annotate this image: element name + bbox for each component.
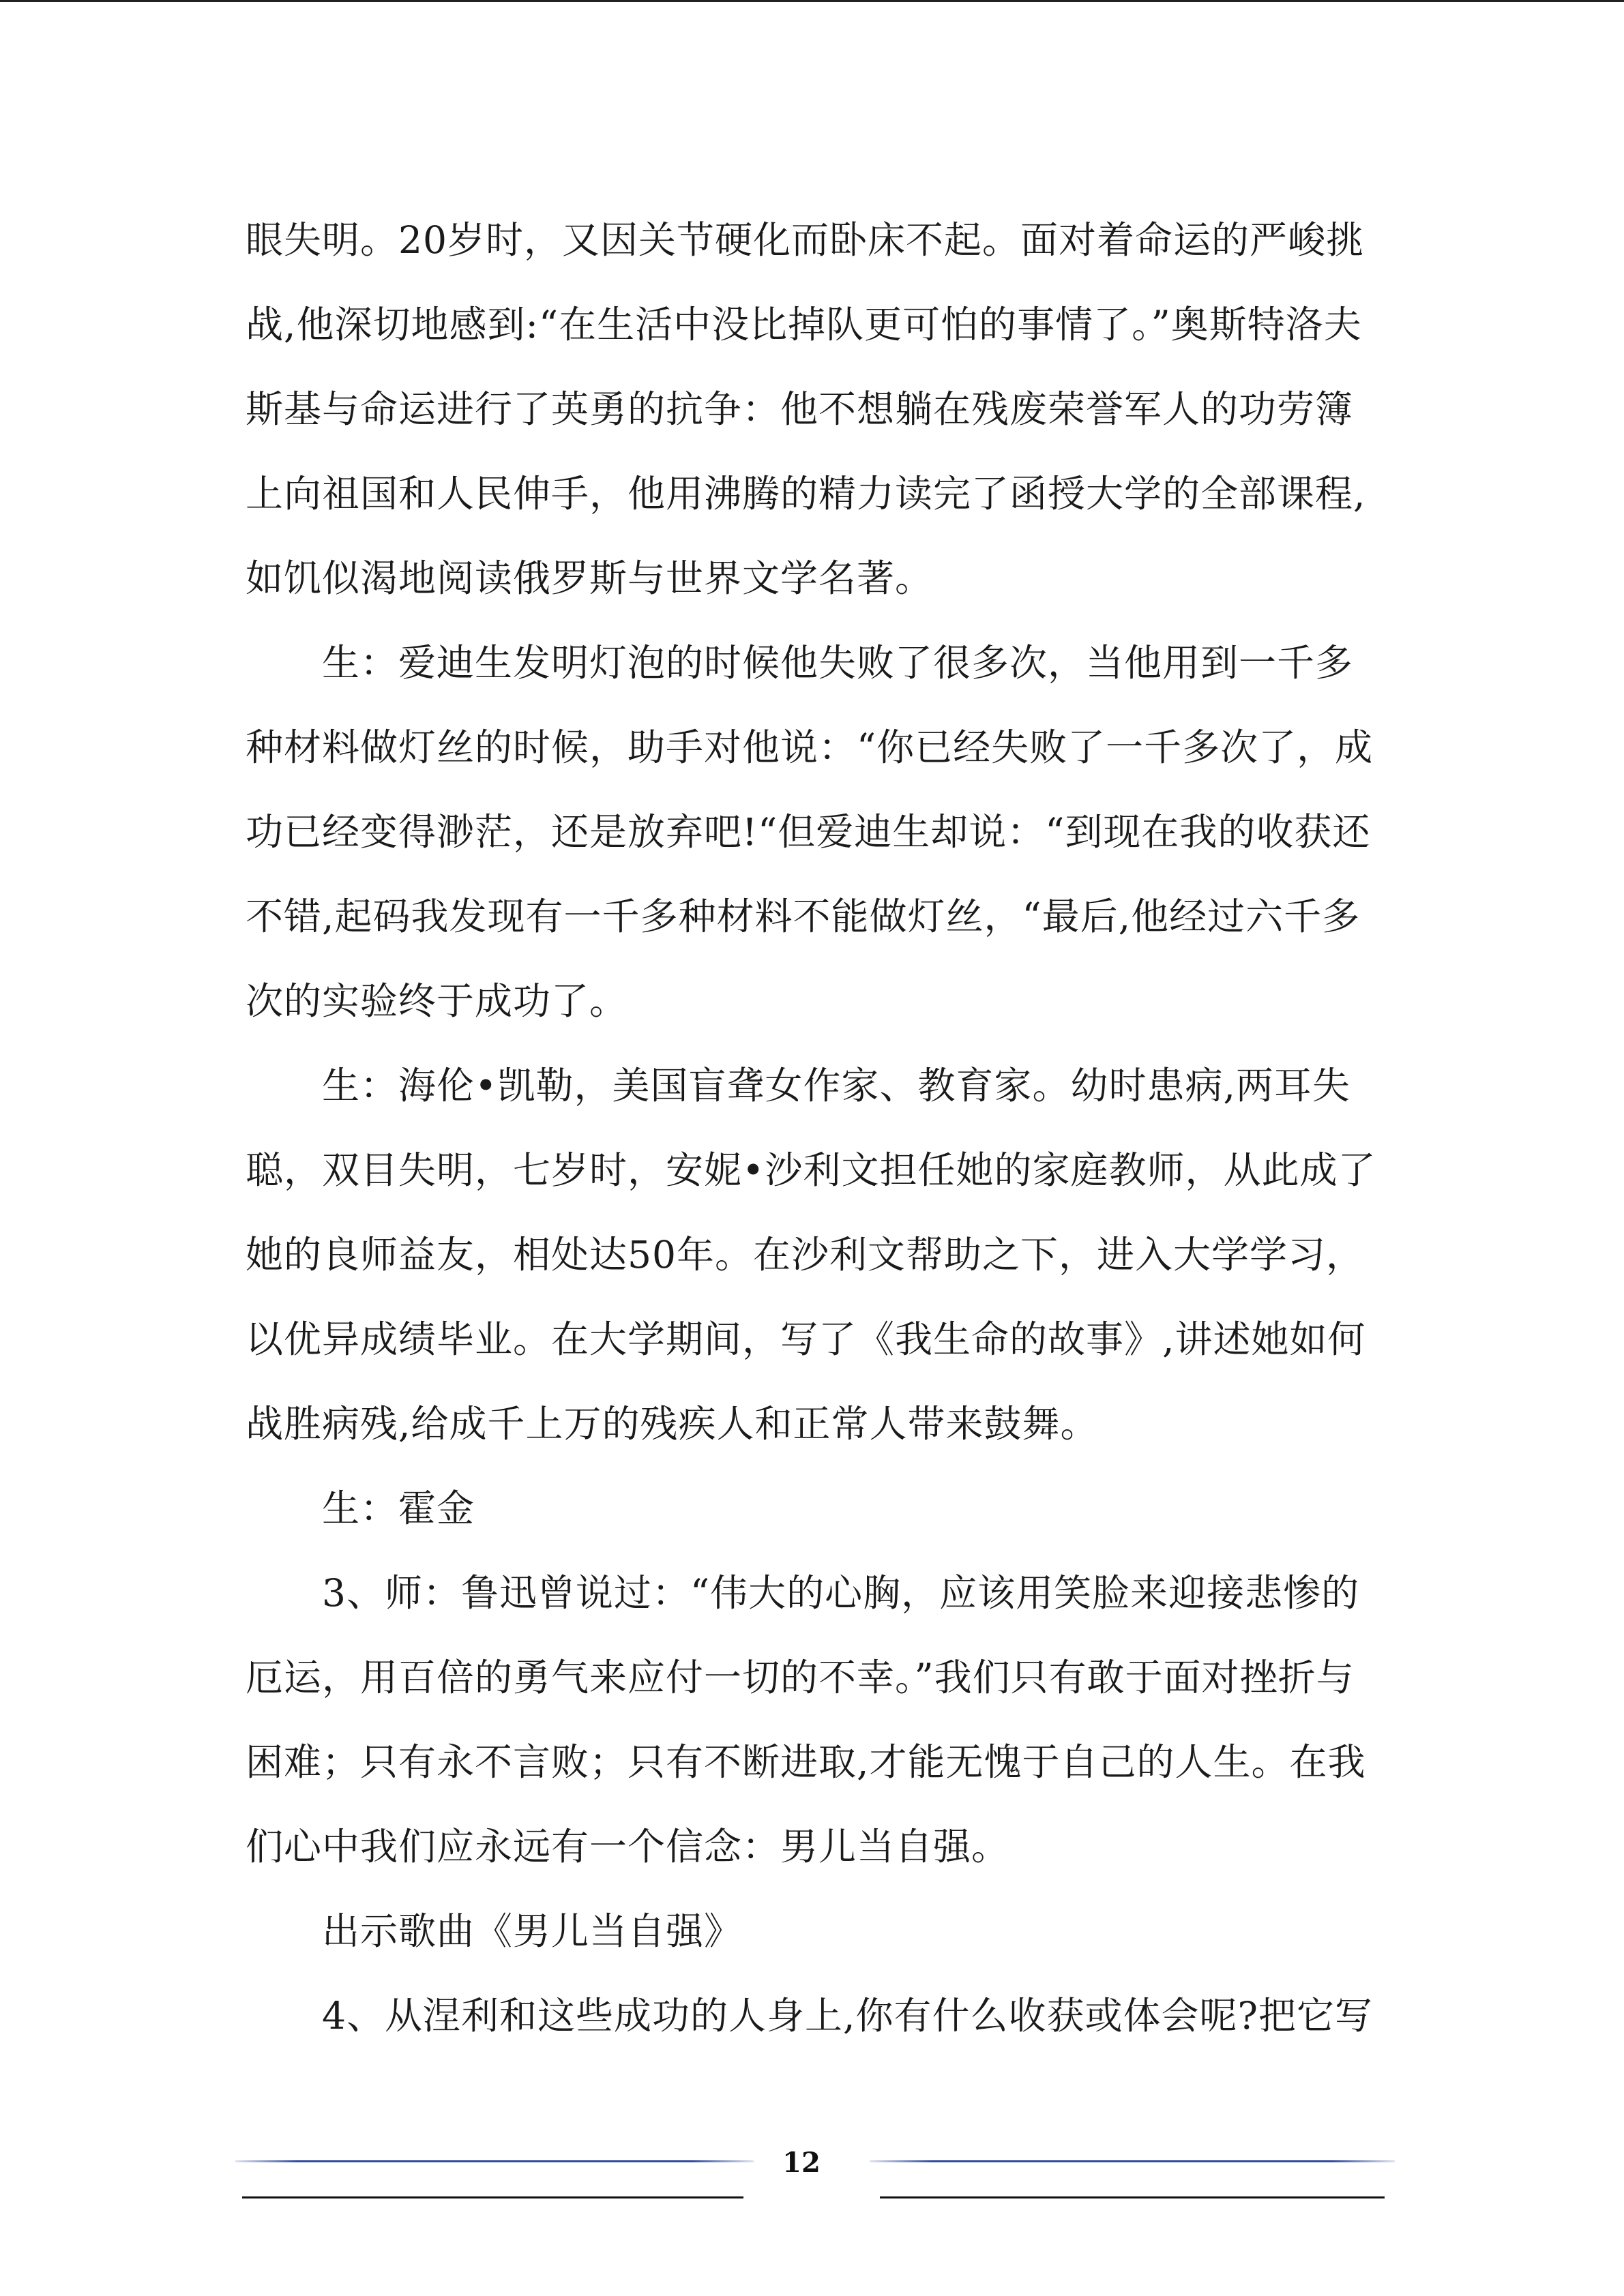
footer-rule-right-blue	[870, 2160, 1395, 2162]
paragraph-edison: 生：爱迪生发明灯泡的时候他失败了很多次，当他用到一千多种材料做灯丝的时候，助手对他说：“你已经失败了一千多次了，成功已经变得渺茫，还是放弃吧!“但爱迪生却说：“到现在我的收获还不错,起码我发现有一千多种材料不能做灯丝，“最后,他经过六千多次的实验终于成功了。	[246, 641, 1374, 1023]
page-top-border	[0, 0, 1624, 2]
page-footer	[0, 2148, 1624, 2216]
footer-rule-left-black	[242, 2196, 743, 2198]
paragraph-ostrovsky: 眼失明。20岁时，又因关节硬化而卧床不起。面对着命运的严峻挑战,他深切地感到:“在生活中没比掉队更可怕的事情了。”奥斯特洛夫斯基与命运进行了英勇的抗争：他不想躺在残废荣誉军人的功劳簿上向祖国和人民伸手，他用沸腾的精力读完了函授大学的全部课程,如饥似渴地阅读俄罗斯与世界文学名著。	[246, 218, 1366, 600]
paragraph-hawking: 生：霍金	[322, 1487, 475, 1530]
page-number: 12	[782, 2147, 821, 2179]
paragraph-teacher-quote: 3、师：鲁迅曾说过：“伟大的心胸，应该用笑脸来迎接悲惨的厄运，用百倍的勇气来应付一切的不幸。”我们只有敢于面对挫折与困难；只有永不言败；只有不断进取,才能无愧于自己的人生。在我们心中我们应永远有一个信念：男儿当自强。	[246, 1571, 1366, 1868]
paragraph-helen-keller: 生：海伦•凯勒，美国盲聋女作家、教育家。幼时患病,两耳失聪，双目失明，七岁时，安妮•沙利文担任她的家庭教师，从此成了她的良师益友，相处达50年。在沙利文帮助之下，进入大学学习，以优异成绩毕业。在大学期间，写了《我生命的故事》,讲述她如何战胜病残,给成千上万的残疾人和正常人带来鼓舞。	[246, 1064, 1376, 1446]
document-body	[246, 198, 1378, 2058]
paragraph-song: 出示歌曲《男儿当自强》	[322, 1909, 743, 1953]
footer-rule-left-blue	[235, 2160, 754, 2162]
paragraph-question: 4、从涅利和这些成功的人身上,你有什么收获或体会呢?把它写	[322, 1994, 1373, 2038]
footer-rule-right-black	[880, 2196, 1385, 2198]
